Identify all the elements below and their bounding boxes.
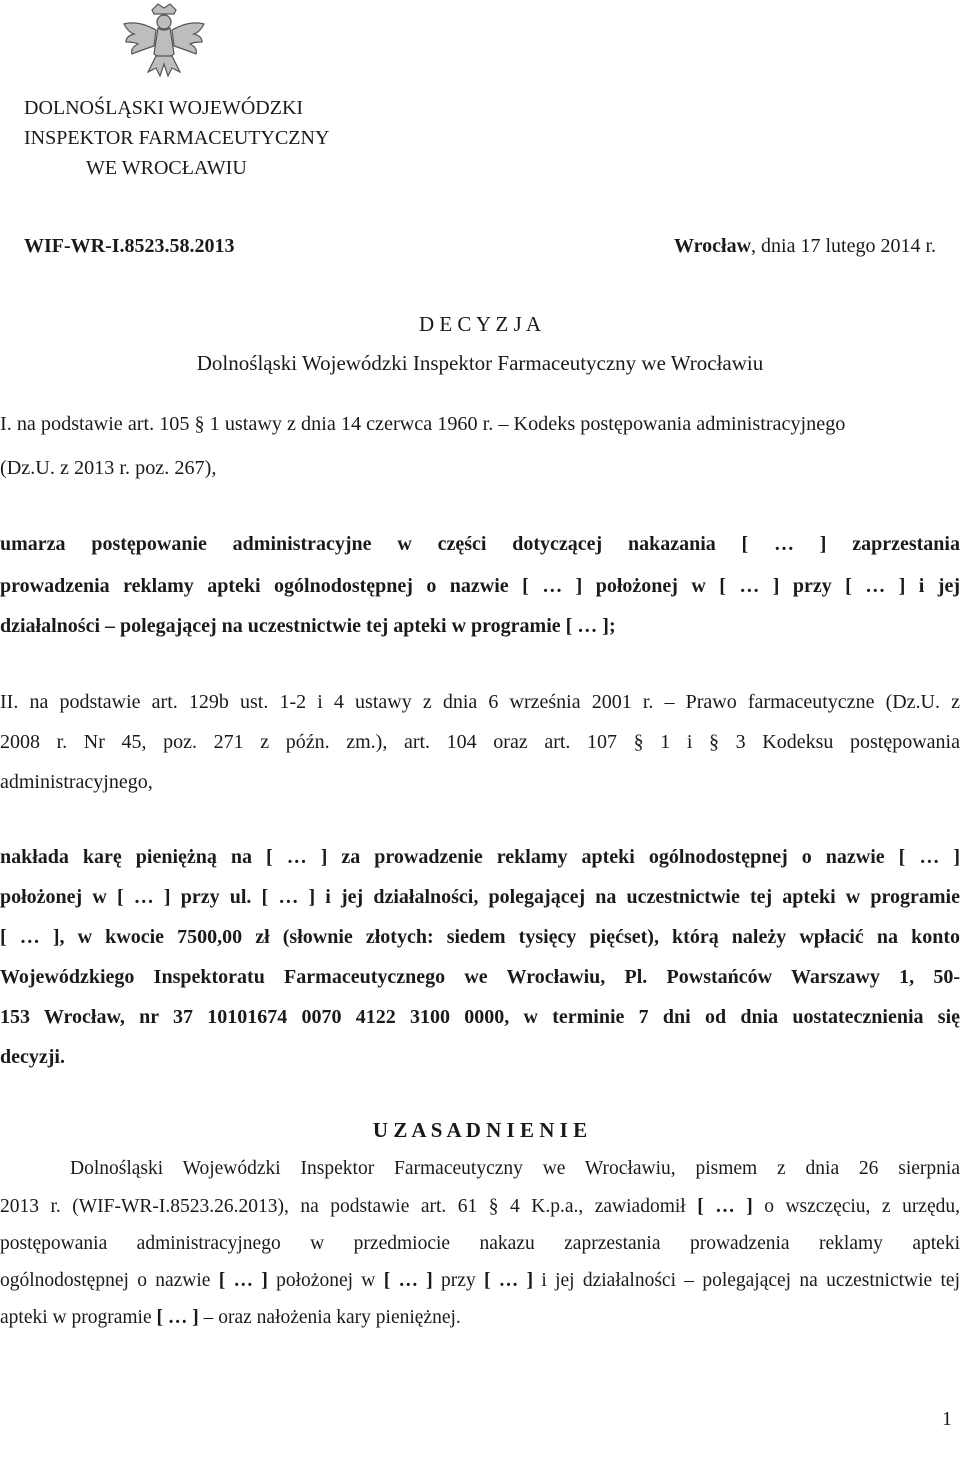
place-date (674, 233, 936, 259)
justification-line-5-part-c: – oraz nałożenia kary pieniężnej. (198, 1307, 461, 1328)
section1-ruling-line-2: prowadzenia reklamy apteki ogólnodostępnej o nazwie [ … ] położonej w [ … ] przy [ … ] i jej (0, 575, 960, 597)
justification-line-2 (0, 1194, 960, 1220)
institution-line-3: WE WROCŁAWIU (86, 157, 247, 179)
date-text: , dnia 17 lutego 2014 r. (751, 235, 936, 257)
case-number: WIF-WR-I.8523.58.2013 (24, 235, 235, 257)
page-number: 1 (942, 1408, 952, 1430)
justification-line-2-part-c: o wszczęciu, z urzędu, (752, 1196, 960, 1217)
section2-ruling-line-3: [ … ], w kwocie 7500,00 zł (słownie złotych: siedem tysięcy pięćset), którą należy wpłacić na konto (0, 926, 960, 948)
decision-title: D E C Y Z J A (418, 312, 542, 336)
emblem-eagle-icon (118, 2, 210, 80)
section2-ruling-line-2: położonej w [ … ] przy ul. [ … ] i jej działalności, polegającej na uczestnictwie tej apteki w programie (0, 886, 960, 908)
section2-ruling-line-4: Wojewódzkiego Inspektoratu Farmaceutycznego we Wrocławiu, Pl. Powstańców Warszawy 1, 50- (0, 966, 960, 988)
justification-line-3: postępowania administracyjnego w przedmiocie nakazu zaprzestania prowadzenia reklamy apteki (0, 1233, 960, 1254)
section2-basis-line-2: 2008 r. Nr 45, poz. 271 z późn. zm.), art. 104 oraz art. 107 § 1 i § 3 Kodeksu postępowania (0, 731, 960, 753)
section2-ruling-line-5: 153 Wrocław, nr 37 10101674 0070 4122 3100 0000, w terminie 7 dni od dnia uostatecznienia się (0, 1006, 960, 1028)
justification-line-4-redacted-1: [ … ] (218, 1270, 268, 1291)
section2-ruling-line-1: nakłada karę pieniężną na [ … ] za prowadzenie reklamy apteki ogólnodostępnej o nazwie [ … ] (0, 846, 960, 868)
decision-issuer: Dolnośląski Wojewódzki Inspektor Farmaceutyczny we Wrocławiu (196, 351, 764, 375)
section2-basis-line-3: administracyjnego, (0, 771, 153, 793)
place-city: Wrocław (673, 235, 752, 257)
section1-basis-line-2: (Dz.U. z 2013 r. poz. 267), (0, 457, 217, 479)
justification-line-1: Dolnośląski Wojewódzki Inspektor Farmaceutyczny we Wrocławiu, pismem z dnia 26 sierpnia (70, 1158, 960, 1179)
section1-basis-line-1: I. na podstawie art. 105 § 1 ustawy z dnia 14 czerwca 1960 r. – Kodeks postępowania administracyjnego (0, 413, 846, 435)
justification-line-4-part-e: przy (432, 1270, 484, 1291)
justification-line-4-part-a: ogólnodostępnej o nazwie (0, 1270, 219, 1291)
institution-line-1: DOLNOŚLĄSKI WOJEWÓDZKI (24, 97, 304, 119)
section2-ruling-line-6: decyzji. (0, 1046, 65, 1068)
justification-line-4-redacted-2: [ … ] (383, 1270, 433, 1291)
justification-line-4-part-c: położonej w (267, 1270, 384, 1291)
justification-line-4-redacted-3: [ … ] (484, 1270, 534, 1291)
justification-line-4 (0, 1268, 960, 1294)
justification-title: U Z A S A D N I E N I E (372, 1118, 588, 1142)
justification-line-4-part-g: i jej działalności – polegającej na uczestnictwie tej (533, 1270, 960, 1291)
justification-line-2-part-a: 2013 r. (WIF-WR-I.8523.26.2013), na podstawie art. 61 § 4 K.p.a., zawiadomił (0, 1196, 698, 1217)
justification-line-5-part-a: apteki w programie (0, 1307, 157, 1328)
justification-line-5 (0, 1305, 461, 1331)
section2-basis-line-1: II. na podstawie art. 129b ust. 1-2 i 4 ustawy z dnia 6 września 2001 r. – Prawo farmaceutyczne (Dz.U. z (0, 691, 960, 713)
institution-line-2: INSPEKTOR FARMACEUTYCZNY (24, 127, 330, 149)
justification-line-5-redacted: [ … ] (156, 1307, 199, 1328)
section1-ruling-line-1: umarza postępowanie administracyjne w części dotyczącej nakazania [ … ] zaprzestania (0, 533, 960, 555)
justification-line-2-redacted: [ … ] (697, 1196, 753, 1217)
section1-ruling-line-3: działalności – polegającej na uczestnictwie tej apteki w programie [ … ]; (0, 615, 616, 637)
